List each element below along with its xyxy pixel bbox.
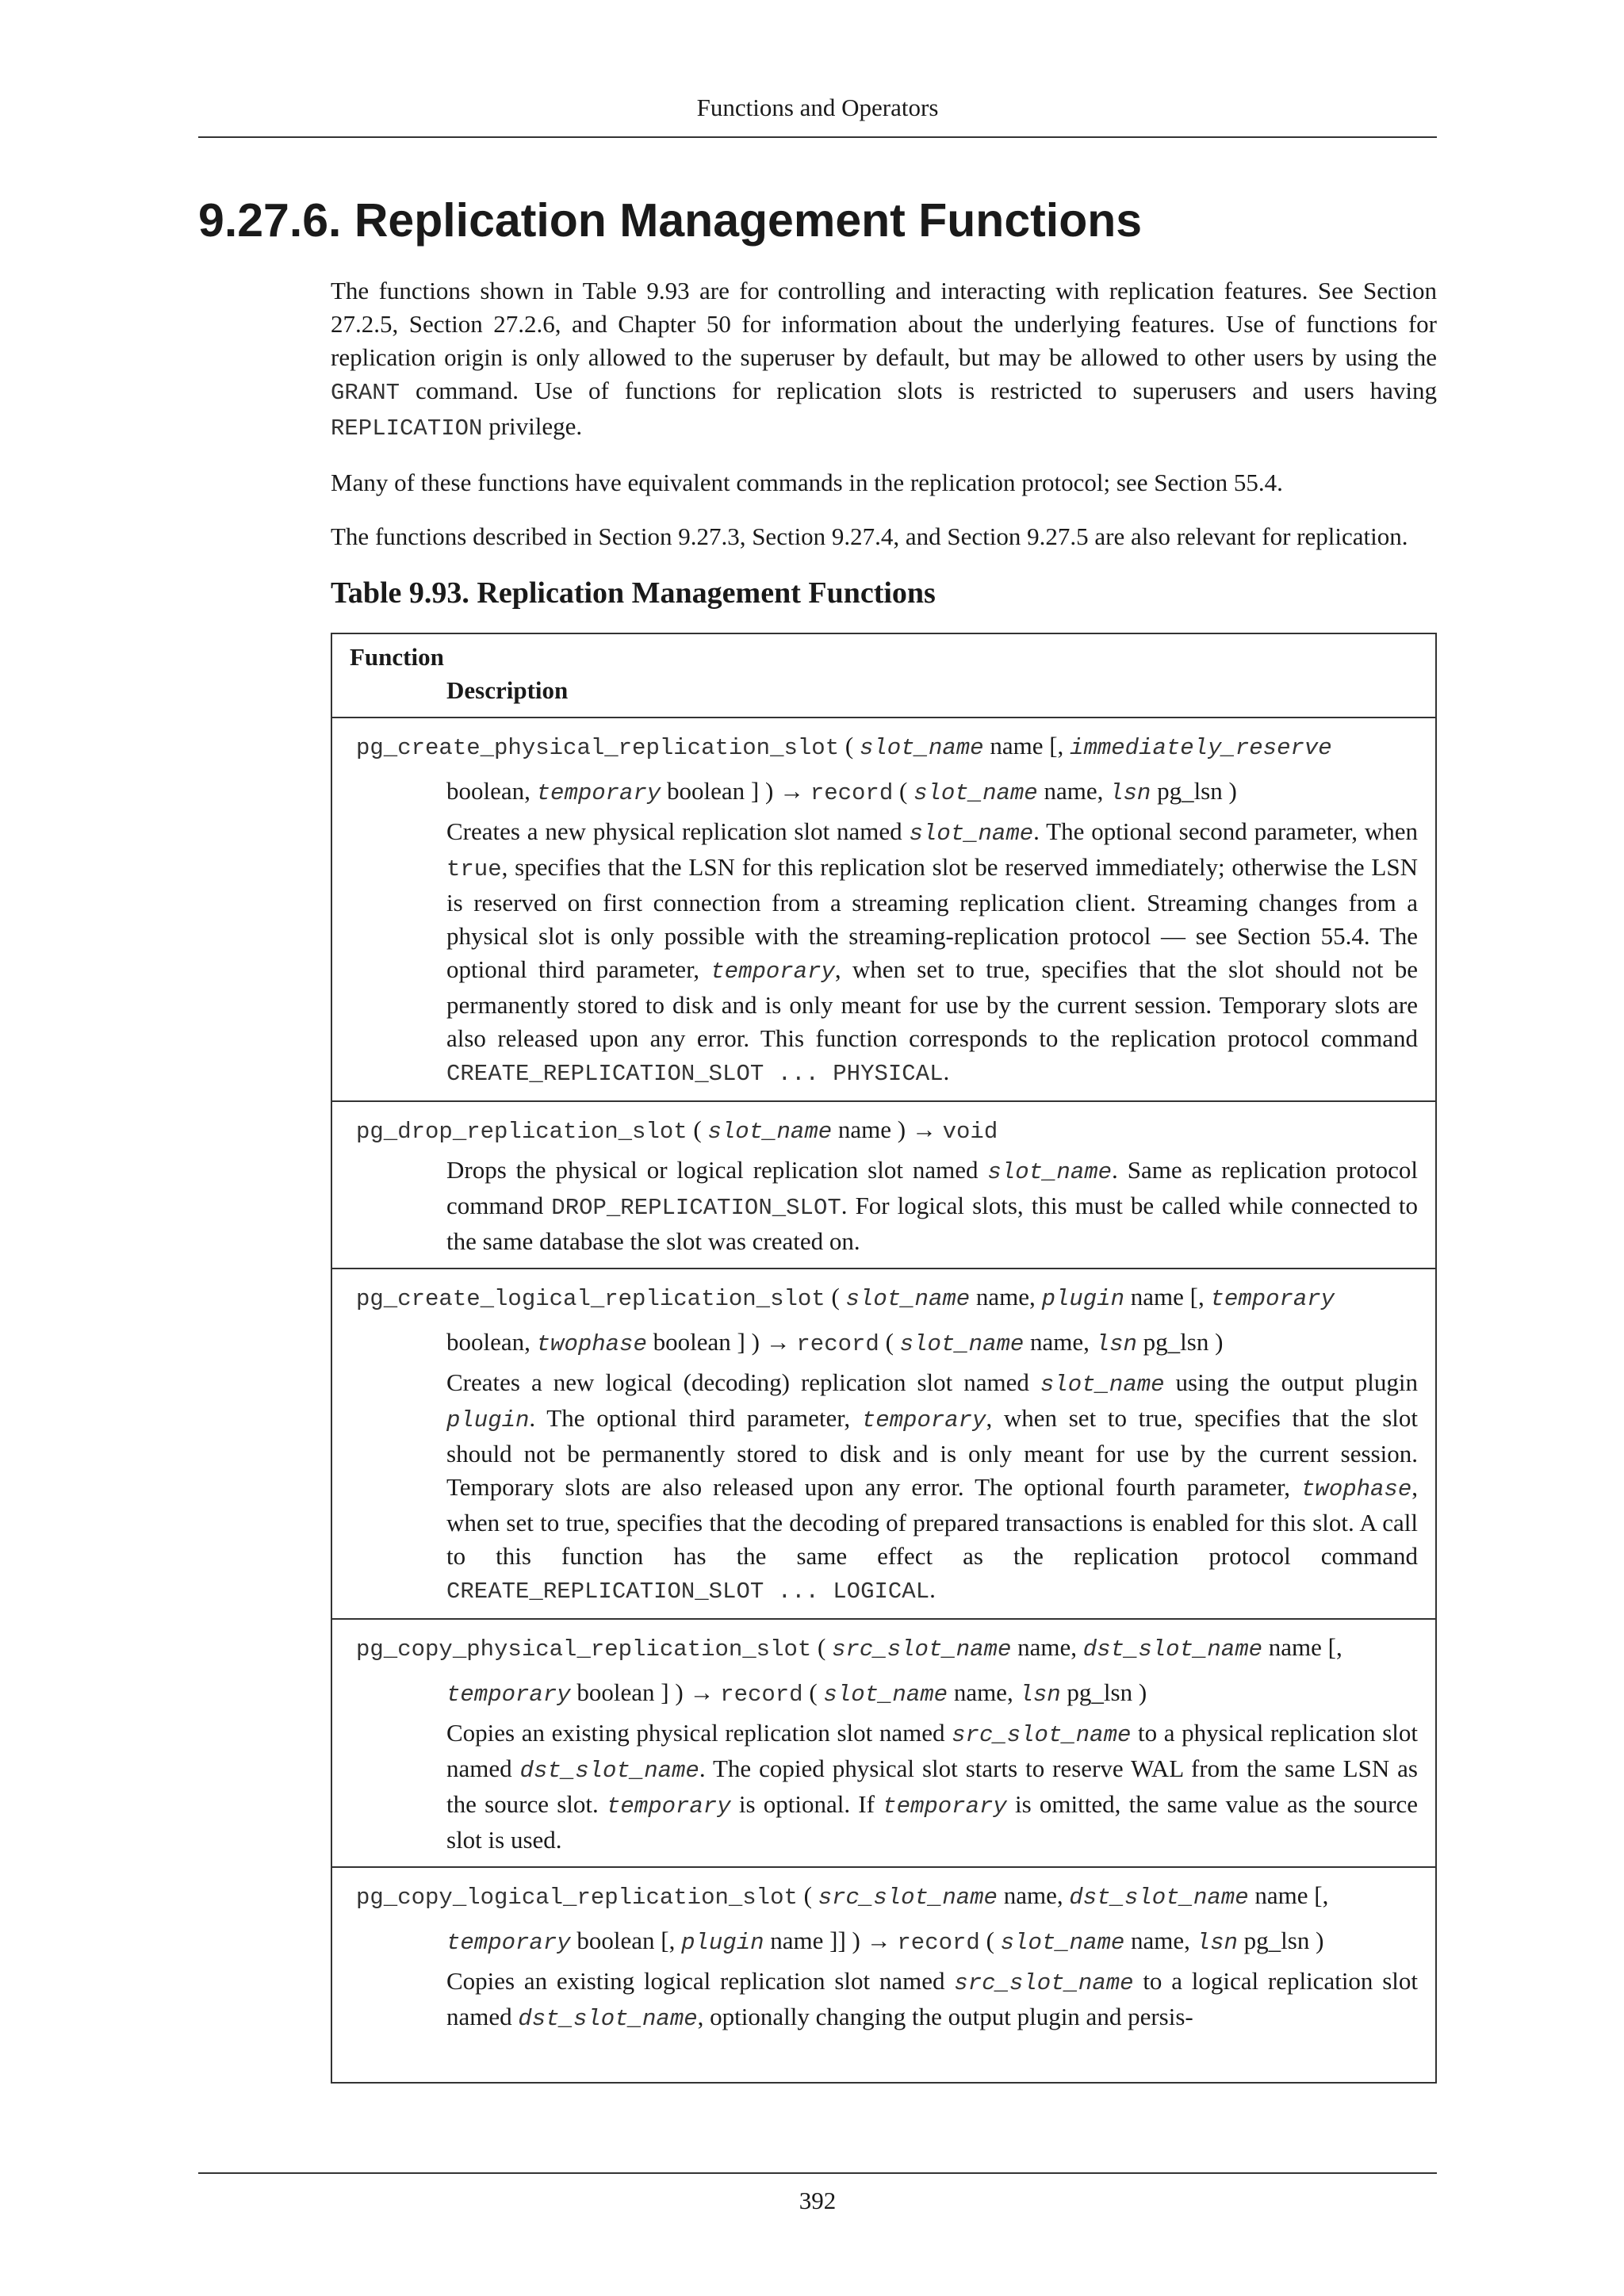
sig-text: name,	[970, 1283, 1042, 1311]
table-row	[332, 1102, 1435, 1269]
function-name: pg_create_physical_replication_slot	[356, 735, 840, 761]
text-run: The functions shown in Table 9.93 are for controlling and interacting with replication features. See Section 27.2.5, Section 27.2.6, and Chapter 50 for information about the underlying features. Use of functions for replication origin is only allowed to the superuser by default, but may be allowed to other users by using the	[331, 277, 1437, 371]
desc-text: . The copied physical slot starts to reserve WAL from the same LSN as the source slot.	[446, 1755, 1418, 1818]
desc-text: is omitted, the same value as the source slot is used.	[446, 1790, 1418, 1854]
param-name: slot_name	[1000, 1930, 1125, 1956]
table-row	[332, 1620, 1435, 1868]
running-header: Functions and Operators	[696, 94, 939, 121]
param-name: src_slot_name	[818, 1885, 998, 1911]
function-name: pg_drop_replication_slot	[356, 1119, 688, 1145]
sig-text: pg_lsn )	[1136, 1328, 1224, 1356]
desc-text: , when set to true, specifies that the decoding of prepared transactions is enabled for this slot. A call to this function has the same effect as the replication protocol command	[446, 1473, 1418, 1570]
desc-text: Creates a new logical (decoding) replication slot named	[446, 1368, 1040, 1396]
desc-text: to a physical replication slot named	[446, 1719, 1418, 1782]
header-rule	[198, 136, 1437, 138]
desc-text: . The optional third parameter,	[529, 1404, 862, 1432]
footer-rule	[198, 2172, 1437, 2174]
param-ref: temporary	[710, 959, 835, 985]
code-ref: true	[446, 856, 502, 882]
param-name: immediately_reserve	[1070, 735, 1332, 761]
sig-text: (	[893, 777, 914, 805]
param-ref: temporary	[861, 1407, 986, 1433]
param-name: slot_name	[914, 780, 1038, 806]
desc-text: using the output plugin	[1164, 1368, 1419, 1396]
sig-text: (	[979, 1927, 1001, 1954]
function-signature	[350, 1276, 1418, 1366]
return-type: record	[796, 1331, 879, 1357]
intro-paragraph-1	[331, 274, 1437, 446]
sig-text: boolean,	[446, 1328, 537, 1356]
param-name: src_slot_name	[832, 1636, 1012, 1663]
sig-text: name [,	[983, 732, 1071, 760]
text-run: command. Use of functions for replication slots is restricted to superusers and users having	[400, 377, 1437, 404]
section-title: 9.27.6. Replication Management Functions	[198, 194, 1143, 247]
param-name: slot_name	[707, 1119, 833, 1145]
desc-text: . The optional second parameter, when	[1033, 817, 1418, 845]
code-grant: GRANT	[331, 380, 400, 406]
return-type: void	[942, 1119, 998, 1145]
return-type: record	[720, 1682, 803, 1708]
param-ref: dst_slot_name	[518, 2006, 698, 2032]
param-name: twophase	[536, 1331, 647, 1357]
function-description	[350, 1716, 1418, 1857]
sig-text: pg_lsn )	[1060, 1678, 1147, 1706]
function-signature	[350, 1108, 1418, 1154]
desc-text: , specifies that the LSN for this replication slot be reserved immediately; otherwise the LSN is reserved on first connection from a streaming replication client. Streaming changes from a physical slot is only possible with the streaming-replication protocol — see Section 55.4. The optional third parameter,	[446, 853, 1418, 983]
column-header-description: Description	[446, 676, 569, 704]
desc-text: . For logical slots, this must be called while connected to the same database the slot was created on.	[446, 1192, 1418, 1255]
param-name: lsn	[1109, 780, 1151, 806]
sig-text: boolean ] ) →	[570, 1678, 721, 1706]
sig-text: name,	[997, 1881, 1070, 1909]
code-ref: DROP_REPLICATION_SLOT	[551, 1195, 841, 1221]
param-ref: temporary	[883, 1793, 1007, 1820]
function-signature	[350, 1626, 1418, 1716]
sig-text: name,	[948, 1678, 1020, 1706]
param-ref: src_slot_name	[952, 1722, 1132, 1748]
param-ref: temporary	[606, 1793, 731, 1820]
desc-text: .	[929, 1575, 936, 1603]
param-name: temporary	[446, 1682, 571, 1708]
param-name: plugin	[1041, 1286, 1124, 1312]
sig-text: boolean ] ) →	[646, 1328, 797, 1356]
function-signature	[350, 725, 1418, 815]
intro-paragraph-3: The functions described in Section 9.27.3, Section 9.27.4, and Section 9.27.5 are also relevant for replication.	[331, 522, 1408, 550]
code-ref: CREATE_REPLICATION_SLOT ... LOGICAL	[446, 1578, 930, 1605]
sig-text: (	[825, 1283, 846, 1311]
param-ref: slot_name	[1040, 1372, 1165, 1398]
function-name: pg_create_logical_replication_slot	[356, 1286, 825, 1312]
sig-text: (	[687, 1115, 708, 1143]
param-name: lsn	[1196, 1930, 1238, 1956]
desc-text: Copies an existing logical replication slot named	[446, 1967, 955, 1995]
function-description	[350, 1965, 1418, 2036]
desc-text: is optional. If	[730, 1790, 883, 1818]
table-row	[332, 718, 1435, 1102]
sig-text: name,	[1037, 777, 1110, 805]
param-name: temporary	[1210, 1286, 1335, 1312]
desc-text: , optionally changing the output plugin and persis-	[697, 2003, 1193, 2030]
sig-text: boolean,	[446, 777, 537, 805]
sig-text: (	[879, 1328, 900, 1356]
sig-text: name [,	[1262, 1633, 1342, 1661]
param-ref: twophase	[1301, 1476, 1412, 1502]
function-description	[350, 1154, 1418, 1258]
sig-text: name ]] ) →	[764, 1927, 898, 1954]
column-header-function: Function	[350, 643, 444, 671]
function-description	[350, 1366, 1418, 1609]
param-name: dst_slot_name	[1082, 1636, 1263, 1663]
sig-text: pg_lsn )	[1237, 1927, 1324, 1954]
function-signature	[350, 1874, 1418, 1965]
table-header	[332, 634, 1435, 718]
desc-text: , when set to true, specifies that the slot should not be permanently stored to disk and is only meant for use by the current session. Temporary slots are also released upon any error. This function corresponds to the replication protocol command	[446, 955, 1418, 1052]
desc-text: Copies an existing physical replication slot named	[446, 1719, 952, 1747]
param-name: temporary	[446, 1930, 571, 1956]
param-name: slot_name	[845, 1286, 971, 1312]
sig-text: name ) →	[832, 1115, 943, 1143]
param-ref: src_slot_name	[954, 1970, 1134, 1996]
desc-text: . Same as replication protocol command	[446, 1156, 1418, 1219]
sig-text: pg_lsn )	[1151, 777, 1237, 805]
sig-text: boolean ] ) →	[661, 777, 810, 805]
sig-text: (	[802, 1678, 824, 1706]
sig-text: (	[839, 732, 860, 760]
table-row	[332, 1868, 1435, 2045]
content	[331, 274, 1437, 2084]
functions-table	[331, 633, 1437, 2084]
param-ref: slot_name	[909, 821, 1034, 847]
sig-text: boolean [,	[570, 1927, 682, 1954]
sig-text: name,	[1124, 1927, 1197, 1954]
table-title: Table 9.93. Replication Management Functions	[331, 576, 936, 610]
param-name: slot_name	[899, 1331, 1025, 1357]
intro-paragraph-2: Many of these functions have equivalent commands in the replication protocol; see Section 55.4.	[331, 469, 1283, 496]
function-description	[350, 815, 1418, 1091]
return-type: record	[810, 780, 894, 806]
function-name: pg_copy_logical_replication_slot	[356, 1885, 798, 1911]
function-name: pg_copy_physical_replication_slot	[356, 1636, 812, 1663]
text-run: privilege.	[482, 412, 583, 440]
sig-text: name [,	[1124, 1283, 1211, 1311]
desc-text: .	[943, 1058, 950, 1085]
code-ref: CREATE_REPLICATION_SLOT ... PHYSICAL	[446, 1061, 944, 1087]
desc-text: Creates a new physical replication slot named	[446, 817, 910, 845]
page-number: 392	[799, 2187, 837, 2214]
sig-text: name,	[1024, 1328, 1096, 1356]
param-name: temporary	[536, 780, 661, 806]
sig-text: name [,	[1248, 1881, 1329, 1909]
sig-text: (	[811, 1633, 833, 1661]
param-name: lsn	[1095, 1331, 1137, 1357]
param-ref: dst_slot_name	[519, 1758, 699, 1784]
desc-text: Drops the physical or logical replication slot named	[446, 1156, 988, 1184]
code-replication: REPLICATION	[331, 415, 483, 442]
desc-text: to a logical replication slot named	[446, 1967, 1418, 2030]
param-name: slot_name	[823, 1682, 948, 1708]
param-ref: plugin	[446, 1407, 530, 1433]
param-name: slot_name	[859, 735, 984, 761]
desc-text: , when set to true, specifies that the slot should not be permanently stored to disk and is only meant for use by the current session. Temporary slots are also released upon any error. The optional fourth parameter,	[446, 1404, 1418, 1501]
param-name: dst_slot_name	[1069, 1885, 1249, 1911]
sig-text: (	[797, 1881, 818, 1909]
sig-text: name,	[1011, 1633, 1083, 1661]
return-type: record	[897, 1930, 980, 1956]
param-name: plugin	[681, 1930, 764, 1956]
param-name: lsn	[1019, 1682, 1061, 1708]
param-ref: slot_name	[987, 1159, 1113, 1185]
table-row	[332, 1269, 1435, 1620]
